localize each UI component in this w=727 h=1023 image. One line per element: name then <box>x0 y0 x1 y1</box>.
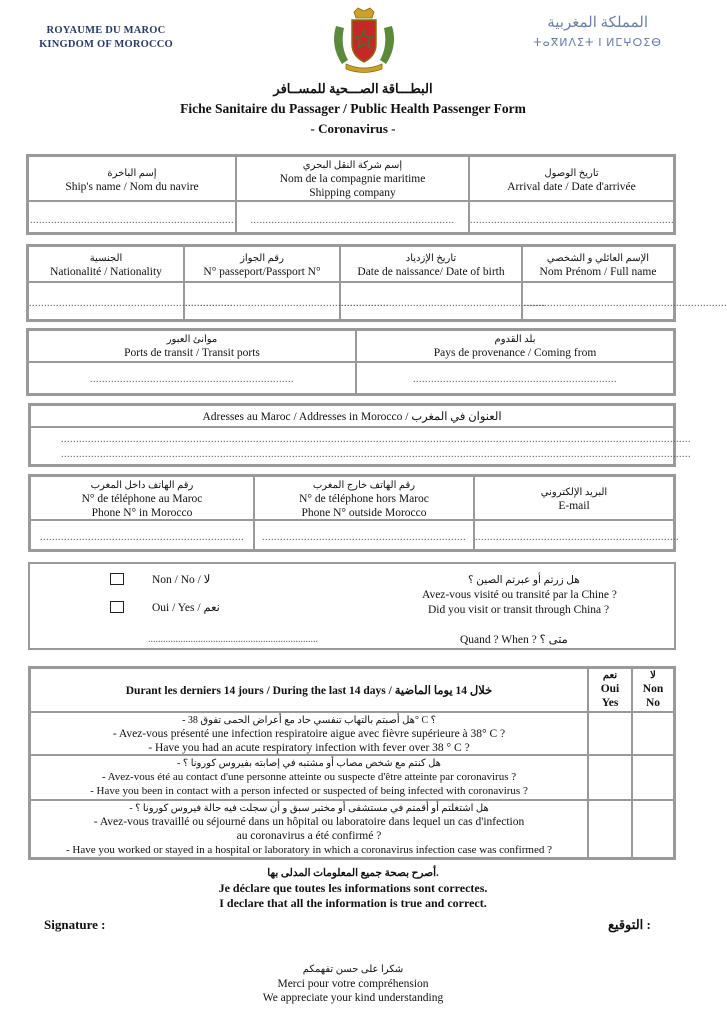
question-row-1 <box>30 712 588 755</box>
full-name-header <box>522 246 674 282</box>
signature-label: Signature : <box>44 917 106 932</box>
passport-ar: رقم الجواز <box>240 253 284 264</box>
signature-label-ar: التوقيع : <box>608 917 651 932</box>
phone-section <box>28 474 679 552</box>
ship-name-label: Ship's name / Nom du navire <box>65 181 199 193</box>
declaration-ar: أصرح بصحة جميع المعلومات المدلى بها. <box>267 868 439 879</box>
email-header <box>474 476 674 520</box>
coming-from-dots: .................................................................... <box>413 374 617 385</box>
question-3-fr: - Avez-vous travaillé ou séjourné dans un hôpital ou laboratoire dans lequel un cas d'infection <box>93 816 525 828</box>
address-dots-line1: .................................................................................................................................................................................................................. <box>61 434 691 445</box>
subtitle: - Coronavirus - <box>310 121 396 136</box>
no-checkbox[interactable] <box>110 573 124 585</box>
full-name-ar: الإسم العائلي و الشخصي <box>546 253 650 264</box>
no-col-ar: لا <box>650 670 656 681</box>
passport-dots: .................................................................... <box>185 298 389 309</box>
kingdom-fr <box>26 24 186 52</box>
transit-ports-header <box>28 330 356 362</box>
question-1-yes-cell[interactable] <box>588 712 632 755</box>
china-question-en: Did you visit or transit through China ? <box>428 604 610 616</box>
arrival-date-field[interactable] <box>469 201 674 233</box>
symptoms-header <box>30 668 588 712</box>
title-ar: البطـــاقة الصـــحية للمســافر <box>273 81 433 96</box>
question-1-no-cell[interactable] <box>632 712 674 755</box>
phone-outside-label: N° de téléphone hors Maroc <box>299 493 429 505</box>
phone-morocco-ar: رقم الهاتف داخل المغرب <box>90 480 194 491</box>
transit-ports-dots: .................................................................... <box>90 374 294 385</box>
yes-col-fr: Oui <box>600 683 620 695</box>
company-header <box>236 156 469 201</box>
declaration-fr: Je déclare que toutes les informations sont correctes. <box>218 881 488 895</box>
ports-section <box>26 328 676 396</box>
phone-outside-field[interactable] <box>254 520 474 550</box>
kingdom-fr-line2: KINGDOM OF MOROCCO <box>39 39 173 50</box>
yes-checkbox[interactable] <box>110 601 124 613</box>
question-2-en: - Have you been in contact with a person infected or suspected of being infected with coronavirus ? <box>90 785 528 797</box>
phone-morocco-header <box>30 476 254 520</box>
ship-name-field[interactable] <box>28 201 236 233</box>
declaration <box>0 866 706 911</box>
arrival-date-label: Arrival date / Date d'arrivée <box>507 181 636 193</box>
birth-date-label: Date de naissance/ Date of birth <box>357 266 505 278</box>
arrival-date-header <box>469 156 674 201</box>
birth-date-ar: تاريخ الإزدياد <box>405 253 457 264</box>
address-header <box>30 405 674 427</box>
address-field[interactable] <box>30 427 691 465</box>
question-3-fr-cont: au coronavirus a été confirmé ? <box>236 830 382 842</box>
passport-label: N° passeport/Passport N° <box>203 266 321 278</box>
company-label-en: Shipping company <box>309 187 396 199</box>
phone-outside-ar: رقم الهاتف خارج المغرب <box>312 480 416 491</box>
birth-date-dots: .................................................................... <box>341 298 545 309</box>
coming-from-ar: بلد القدوم <box>494 334 536 345</box>
question-3-no-cell[interactable] <box>632 800 674 858</box>
email-field[interactable] <box>474 520 679 550</box>
question-2-no-cell[interactable] <box>632 755 674 800</box>
phone-morocco-label: N° de téléphone au Maroc <box>81 493 203 505</box>
company-dots: .................................................................... <box>250 215 455 226</box>
full-name-label: Nom Prénom / Full name <box>539 266 657 278</box>
when-dots[interactable]: .................................................................... <box>148 634 318 645</box>
question-2-yes-cell[interactable] <box>588 755 632 800</box>
ship-name-dots: .................................................................... <box>30 215 234 226</box>
coming-from-field[interactable] <box>356 362 674 394</box>
email-ar: البريد الإلكتروني <box>540 487 608 498</box>
yes-column-header <box>588 668 632 712</box>
phone-outside-label-en: Phone N° outside Morocco <box>301 507 427 519</box>
transit-ports-label: Ports de transit / Transit ports <box>124 347 260 359</box>
phone-morocco-dots: .................................................................... <box>40 532 244 543</box>
company-ar: إسم شركة النقل البحري <box>302 160 403 171</box>
kingdom-ar: المملكة المغربية <box>547 15 648 31</box>
address-dots-line2: .................................................................................................................................................................................................................. <box>61 449 691 460</box>
kingdom-tifinagh: ⵜⴰⴳⵍⴷⵉⵜ ⵏ ⵍⵎⵖⵔⵉⴱ <box>533 37 662 49</box>
full-name-field[interactable] <box>522 282 727 320</box>
question-2-fr: - Avez-vous été au contact d'une personne atteinte ou suspecte d'être atteinte par coronavirus ? <box>101 771 517 783</box>
footer-fr: Merci pour votre compréhension <box>277 978 429 990</box>
symptoms-table <box>28 666 676 860</box>
no-label: Non / No / لا <box>152 574 211 586</box>
email-dots: .................................................................... <box>475 532 679 543</box>
full-name-dots: .................................................................... <box>523 298 727 309</box>
question-row-3 <box>30 800 588 858</box>
phone-outside-dots: .................................................................... <box>262 532 466 543</box>
birth-date-field[interactable] <box>340 282 545 320</box>
nationality-ar: الجنسية <box>89 253 123 264</box>
question-2-ar: - هل كنتم مع شخص مصاب أو مشتبه في إصابته بفيروس كورونا ؟ <box>177 758 441 769</box>
email-label: E-mail <box>558 500 590 512</box>
declaration-en: I declare that all the information is true and correct. <box>219 896 487 910</box>
address-label: Adresses au Maroc / Addresses in Morocco / العنوان في المغرب <box>202 411 502 423</box>
nationality-label: Nationalité / Nationality <box>50 266 162 278</box>
question-1-fr: - Avez-vous présenté une infection respiratoire aigue avec fièvre supérieure à 38° C ? <box>112 728 506 740</box>
page-title: Fiche Sanitaire du Passager / Public Health Passenger Form <box>180 101 526 116</box>
nationality-header <box>28 246 184 282</box>
phone-morocco-label-en: Phone N° in Morocco <box>91 507 193 519</box>
no-col-fr: Non <box>642 683 664 695</box>
footer <box>0 963 706 1005</box>
footer-en: We appreciate your kind understanding <box>262 992 444 1004</box>
footer-ar: شكرا على حسن تفهمكم <box>302 964 404 975</box>
coming-from-label: Pays de provenance / Coming from <box>433 347 597 359</box>
royal-coat-of-arms-icon <box>326 6 402 76</box>
ship-section <box>26 154 676 235</box>
question-1-en: - Have you had an acute respiratory infection with fever over 38 ° C ? <box>148 742 470 754</box>
arrival-date-dots: .................................................................... <box>470 215 674 226</box>
company-field[interactable] <box>236 201 469 233</box>
ship-name-ar: إسم الباخرة <box>107 168 157 179</box>
china-question-fr: Avez-vous visité ou transité par la Chine ? <box>422 589 617 601</box>
arrival-date-ar: تاريخ الوصول <box>544 168 599 179</box>
address-section <box>28 403 691 467</box>
ship-name-header <box>28 156 236 201</box>
question-row-2 <box>30 755 588 800</box>
passport-field[interactable] <box>184 282 389 320</box>
china-question-ar: هل زرتم أو عبرتم الصين ؟ <box>468 575 580 586</box>
nationality-field[interactable] <box>28 282 233 320</box>
symptoms-header-label: Durant les derniers 14 jours / During the last 14 days / خلال 14 يوما الماضية <box>125 685 493 697</box>
nationality-dots: .................................................................... <box>29 298 233 309</box>
transit-ports-ar: موانئ العبور <box>166 334 218 345</box>
question-3-ar: - هل اشتغلتم أو أقمتم في مستشفى أو مختبر سبق و أن سجلت فيه حالة فيروس كورونا ؟ <box>129 803 489 814</box>
identity-section <box>26 244 727 322</box>
yes-col-en: Yes <box>601 697 619 709</box>
passport-header <box>184 246 340 282</box>
china-section <box>28 562 676 650</box>
coming-from-header <box>356 330 674 362</box>
phone-outside-header <box>254 476 474 520</box>
question-3-en: - Have you worked or stayed in a hospital or laboratory in which a coronavirus infection case was confirmed ? <box>66 844 552 856</box>
when-label: Quand ? When ? متى ؟ <box>460 634 568 646</box>
yes-col-ar: نعم <box>602 670 618 681</box>
company-label: Nom de la compagnie maritime <box>279 173 426 185</box>
no-col-en: No <box>645 697 661 709</box>
question-3-yes-cell[interactable] <box>588 800 632 858</box>
yes-label: Oui / Yes / نعم <box>152 602 220 614</box>
no-column-header <box>632 668 674 712</box>
transit-ports-field[interactable] <box>28 362 356 394</box>
question-1-ar: - هل أصبتم بالتهاب تنفسي حاد مع أعراض الحمى تفوق 38° C ؟ <box>182 715 436 726</box>
kingdom-fr-line1: ROYAUME DU MAROC <box>46 25 166 36</box>
phone-morocco-field[interactable] <box>30 520 254 550</box>
birth-date-header <box>340 246 522 282</box>
